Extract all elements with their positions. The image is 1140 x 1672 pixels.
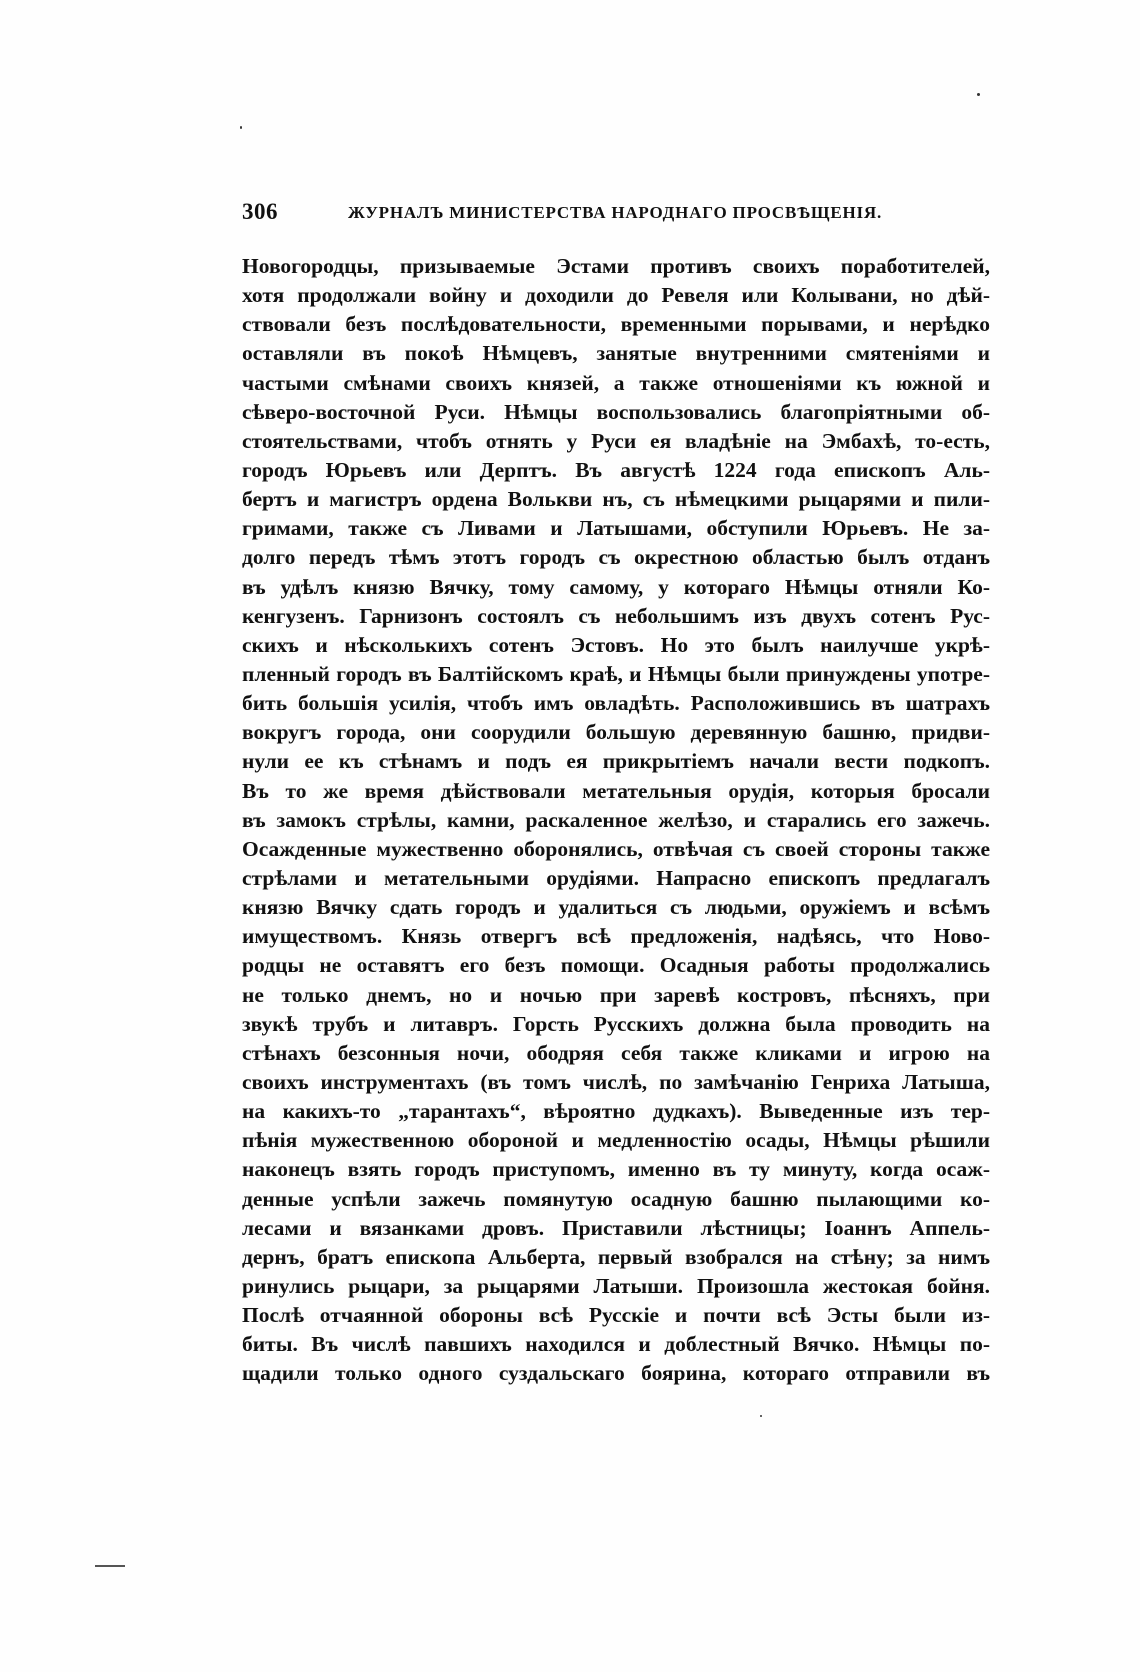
text-line: Осажденные мужественно оборонялись, отвѣчая съ своей стороны также: [242, 836, 990, 861]
page-header: [242, 198, 992, 228]
text-line: стѣнахъ безсонныя ночи, ободряя себя также кликами и игрою на: [242, 1040, 990, 1065]
ink-speck: [760, 1415, 762, 1417]
text-line: на какихъ-то „тарантахъ“, вѣроятно дудкахъ). Выведенные изъ тер-: [242, 1099, 990, 1124]
text-line: скихъ и нѣсколькихъ сотенъ Эстовъ. Но это былъ наилучше укрѣ-: [242, 632, 990, 657]
ink-speck: [977, 93, 980, 96]
text-line: имуществомъ. Князь отвергъ всѣ предложенія, надѣясь, что Ново-: [242, 924, 990, 949]
text-line: бить большія усилія, чтобъ имъ овладѣть. Расположившись въ шатрахъ: [242, 691, 990, 716]
text-line: наконецъ взять городъ приступомъ, именно въ ту минуту, когда осаж-: [242, 1157, 990, 1182]
text-line: Послѣ отчаянной обороны всѣ Русскіе и почти всѣ Эсты были из-: [242, 1303, 990, 1328]
text-line: пѣнія мужественною обороной и медленностію осады, Нѣмцы рѣшили: [242, 1128, 990, 1153]
text-line: городъ Юрьевъ или Дерптъ. Въ августѣ 1224 года епископъ Аль-: [242, 457, 990, 482]
text-line: сѣверо-восточной Руси. Нѣмцы воспользовались благопріятными об-: [242, 399, 990, 424]
page-number: 306: [242, 199, 278, 224]
text-line: ствовали безъ послѣдовательности, временными порывами, и нерѣдко: [242, 312, 990, 337]
text-line: лесами и вязанками дровъ. Приставили лѣстницы; Іоаннъ Аппель-: [242, 1215, 990, 1240]
margin-mark: [95, 1565, 125, 1567]
text-line: Новогородцы, призываемые Эстами противъ своихъ поработителей,: [242, 254, 990, 278]
text-line: щадили только одного суздальскаго боярина, котораго отправили въ: [242, 1361, 990, 1386]
ink-speck: [240, 126, 242, 129]
text-line: частыми смѣнами своихъ князей, а также отношеніями къ южной и: [242, 370, 990, 395]
body-text: [242, 252, 990, 1388]
text-line: стрѣлами и метательными орудіями. Напрасно епископъ предлагалъ: [242, 865, 990, 890]
text-line: Въ то же время дѣйствовали метательныя орудія, которыя бросали: [242, 778, 990, 803]
text-line: хотя продолжали войну и доходили до Ревеля или Колывани, но дѣй-: [242, 283, 990, 308]
text-line: пленный городъ въ Балтійскомъ краѣ, и Нѣмцы были принуждены употре-: [242, 661, 990, 686]
text-line: гримами, также съ Ливами и Латышами, обступили Юрьевъ. Не за-: [242, 516, 990, 541]
text-line: кенгузенъ. Гарнизонъ состоялъ съ небольшимъ изъ двухъ сотенъ Рус-: [242, 603, 990, 628]
text-line: звукѣ трубъ и литавръ. Горсть Русскихъ должна была проводить на: [242, 1011, 990, 1036]
text-line: вокругъ города, они соорудили большую деревянную башню, придви-: [242, 720, 990, 745]
text-line: стоятельствами, чтобъ отнять у Руси ея владѣніе на Эмбахѣ, то-есть,: [242, 428, 990, 453]
text-line: бертъ и магистръ ордена Волькви нъ, съ нѣмецкими рыцарями и пили-: [242, 487, 990, 512]
text-line: въ удѣлъ князю Вячку, тому самому, у котораго Нѣмцы отняли Ко-: [242, 574, 990, 599]
text-line: не только днемъ, но и ночью при заревѣ костровъ, пѣсняхъ, при: [242, 982, 990, 1007]
text-line: князю Вячку сдать городъ и удалиться съ людьми, оружіемъ и всѣмъ: [242, 895, 990, 920]
text-line: долго передъ тѣмъ этотъ городъ съ окрестною областью былъ отданъ: [242, 545, 990, 570]
running-head: ЖУРНАЛЪ МИНИСТЕРСТВА НАРОДНАГО ПРОСВѢЩЕНІЯ.: [348, 203, 883, 222]
text-line: ринулись рыцари, за рыцарями Латыши. Произошла жестокая бойня.: [242, 1273, 990, 1298]
text-line: оставляли въ покоѣ Нѣмцевъ, занятые внутренними смятеніями и: [242, 341, 990, 366]
text-line: своихъ инструментахъ (въ томъ числѣ, по замѣчанію Генриха Латыша,: [242, 1069, 990, 1094]
text-line: биты. Въ числѣ павшихъ находился и доблестный Вячко. Нѣмцы по-: [242, 1332, 990, 1357]
text-line: дернъ, братъ епископа Альберта, первый взобрался на стѣну; за нимъ: [242, 1244, 990, 1269]
text-line: нули ее къ стѣнамъ и подъ ея прикрытіемъ начали вести подкопъ.: [242, 749, 990, 774]
text-line: родцы не оставятъ его безъ помощи. Осадныя работы продолжались: [242, 953, 990, 978]
text-line: денные успѣли зажечь помянутую осадную башню пылающими ко-: [242, 1186, 990, 1211]
text-line: въ замокъ стрѣлы, камни, раскаленное желѣзо, и старались его зажечь.: [242, 807, 990, 832]
